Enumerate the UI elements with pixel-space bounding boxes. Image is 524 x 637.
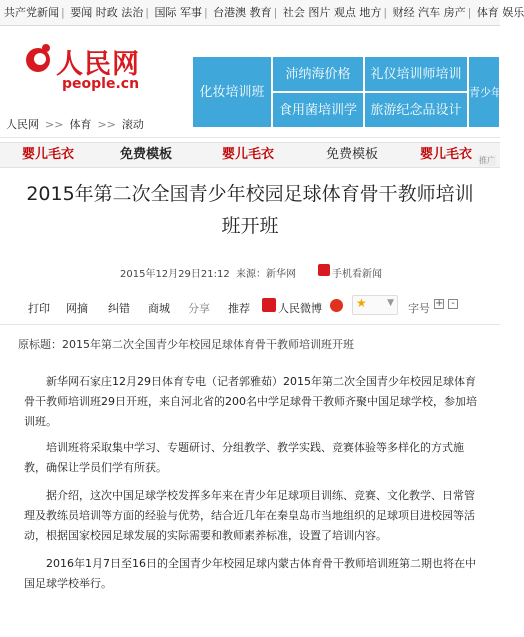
- nav-item[interactable]: 财经: [392, 6, 415, 19]
- people-logo[interactable]: [24, 38, 164, 98]
- favorite-icon[interactable]: [352, 295, 398, 315]
- nav-item[interactable]: 娱乐: [502, 6, 524, 19]
- logo-swirl-icon: [24, 40, 54, 76]
- nav-item[interactable]: 社会: [282, 6, 305, 19]
- breadcrumb-item[interactable]: 人民网: [6, 118, 39, 131]
- nav-item[interactable]: 军事: [179, 6, 202, 19]
- mobile-news-link[interactable]: 手机看新闻: [332, 269, 382, 280]
- article-paragraph: 据介绍，这次中国足球学校发挥多年来在青少年足球项目训练、竞赛、文化教学、日常管理及教练员培训等方面的经验与优势，结合近几年在秦皇岛市当地组织的足球项目进校园等活动，根据国家校园足球发展的实际需要和教师素养标准，设置了培训内容。: [24, 489, 475, 542]
- star-icon: ★: [356, 296, 367, 310]
- ad-link[interactable]: 沛纳海价格: [272, 56, 364, 92]
- nav-item[interactable]: 国际: [154, 6, 177, 19]
- article-paragraph: 培训班将采取集中学习、专题研讨、分组教学、教学实践、竞赛体验等多样化的方式施教，确保让学员们学有所获。: [24, 441, 464, 474]
- ad-link[interactable]: 礼仪培训师培训: [364, 56, 468, 92]
- source-label[interactable]: 来源：新华网: [236, 269, 296, 280]
- site-header: [0, 26, 513, 118]
- divider: |: [145, 6, 149, 19]
- ad-grid: [192, 56, 513, 128]
- top-nav: [0, 0, 524, 26]
- article-toolbar: [0, 296, 500, 318]
- promo-link[interactable]: 婴儿毛衣: [222, 147, 275, 162]
- promo-link[interactable]: 免费模板: [326, 147, 379, 162]
- promo-tag: 推广: [479, 156, 495, 165]
- original-title: 原标题：2015年第二次全国青少年校园足球体育骨干教师培训班开班: [18, 338, 354, 351]
- mobile-icon: [318, 264, 330, 276]
- nav-item[interactable]: 地方: [359, 6, 382, 19]
- divider: [0, 324, 500, 325]
- divider: |: [203, 6, 208, 19]
- nav-item[interactable]: 观点: [333, 6, 356, 19]
- nav-item[interactable]: 要闻: [70, 6, 93, 19]
- nav-item[interactable]: 共产党新闻: [4, 6, 59, 19]
- divider: |: [383, 6, 388, 19]
- font-decrease-button[interactable]: -: [448, 299, 458, 309]
- divider: |: [273, 6, 278, 19]
- ad-link[interactable]: 食用菌培训学: [272, 92, 364, 128]
- weibo-icon[interactable]: [262, 298, 276, 312]
- promo-link[interactable]: 婴儿毛衣: [420, 147, 473, 162]
- weibo-share-button[interactable]: 人民微博: [278, 302, 322, 315]
- ad-link[interactable]: 青少年模: [468, 56, 500, 128]
- breadcrumb-item[interactable]: 体育: [69, 118, 92, 131]
- report-error-button[interactable]: 纠错: [108, 302, 130, 315]
- article-body: [24, 372, 482, 602]
- divider: |: [61, 6, 65, 19]
- mall-link[interactable]: 商城: [148, 302, 170, 315]
- recommend-label: 推荐: [228, 302, 250, 315]
- nav-item[interactable]: 教育: [249, 6, 272, 19]
- nav-item[interactable]: 房产: [443, 6, 466, 19]
- ad-link[interactable]: 化妆培训班: [192, 56, 272, 128]
- publish-date: 2015年12月29日21:12: [120, 269, 230, 280]
- share-label: 分享: [188, 302, 210, 315]
- font-size-label: 字号: [408, 302, 430, 315]
- article-paragraph: 2016年1月7日至16日的全国青少年校园足球内蒙古体育骨干教师培训班第二期也将在中国足球学校举行。: [24, 557, 476, 590]
- nav-item[interactable]: 汽车: [418, 6, 441, 19]
- promo-link[interactable]: 免费模板: [120, 147, 173, 162]
- web-clip-button[interactable]: 网摘: [66, 302, 88, 315]
- logo-text: 人民网: [56, 49, 140, 80]
- logo-domain: people.cn: [62, 76, 140, 92]
- breadcrumb-separator: >>: [97, 118, 116, 131]
- article-title: 2015年第二次全国青少年校园足球体育骨干教师培训班开班: [26, 183, 474, 237]
- breadcrumb-separator: >>: [45, 118, 64, 131]
- nav-item[interactable]: 图片: [308, 6, 331, 19]
- ad-link[interactable]: 旅游纪念品设计: [364, 92, 468, 128]
- print-button[interactable]: 打印: [28, 302, 50, 315]
- nav-item[interactable]: 台港澳: [213, 6, 247, 19]
- divider: |: [467, 6, 472, 19]
- font-increase-button[interactable]: +: [435, 298, 444, 309]
- chevron-down-icon: ▼: [387, 298, 394, 308]
- article-paragraph: 新华网石家庄12月29日体育专电（记者郭雅茹）2015年第二次全国青少年校园足球体育骨干教师培训班29日开班，来自河北省的200名中学足球骨干教师齐聚中国足球学校，参加培训班。: [24, 375, 477, 428]
- promo-link[interactable]: 婴儿毛衣: [22, 147, 75, 162]
- promo-bar: [0, 142, 500, 168]
- nav-item[interactable]: 时政: [95, 6, 118, 19]
- nav-item[interactable]: 法治: [121, 6, 144, 19]
- nav-item[interactable]: 体育: [476, 6, 499, 19]
- share-icon[interactable]: [330, 299, 343, 312]
- breadcrumb-item[interactable]: 滚动: [121, 118, 144, 131]
